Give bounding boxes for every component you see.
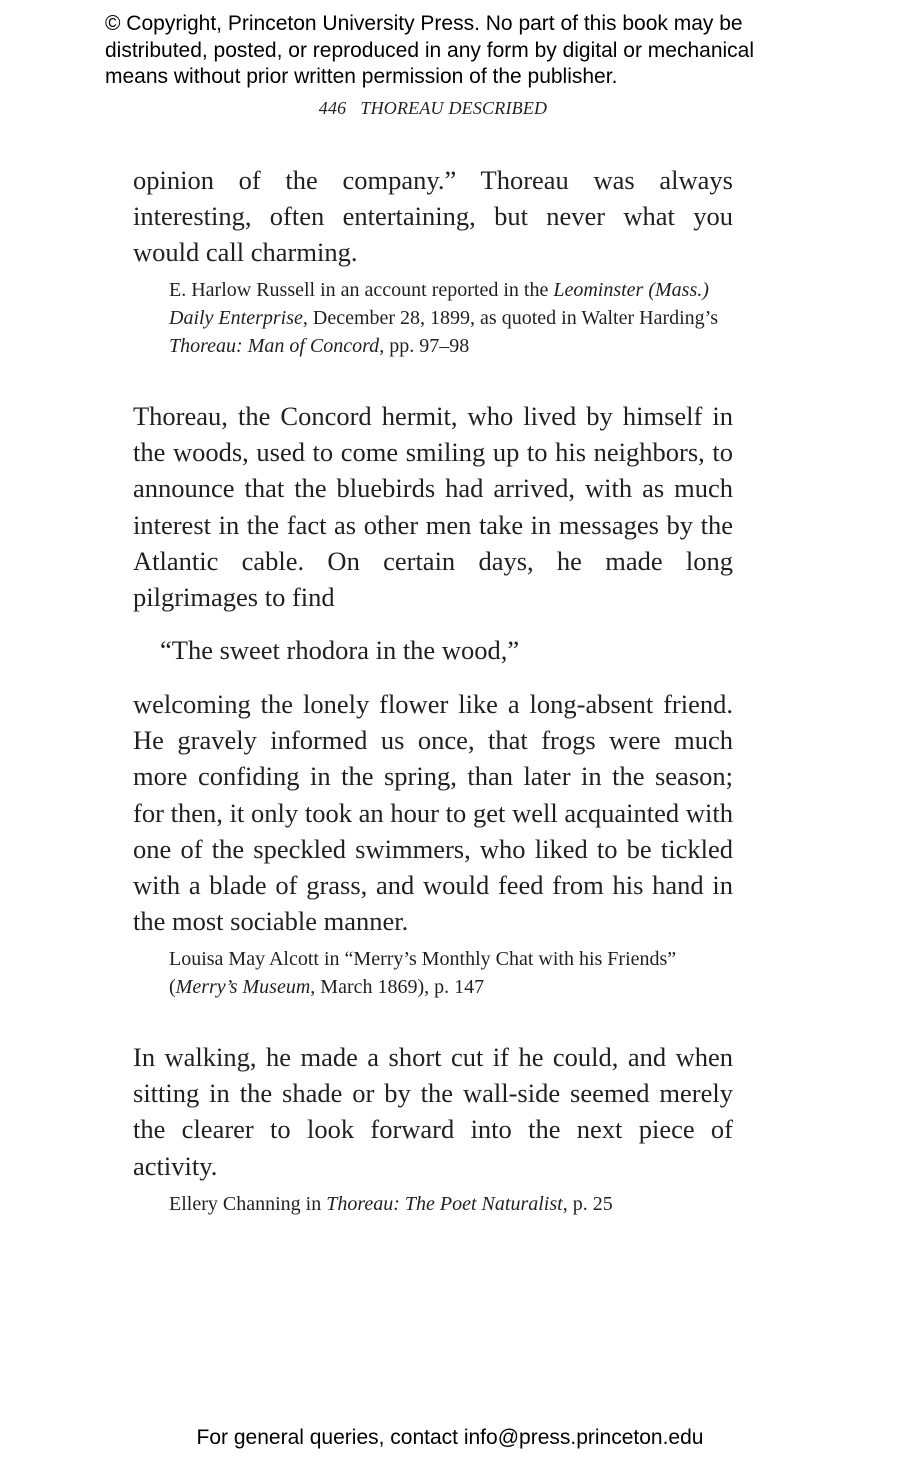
quote-text: Thoreau, the Concord hermit, who lived by himself in the woods, used to come smiling up to his neighbors, to announce that the bluebirds had arrived, with as much interest in the fact as other men take in messages by the Atlantic cable. On certain days, he made long pilgrimages to find — [133, 401, 733, 613]
running-head-title: THOREAU DESCRIBED — [360, 98, 548, 118]
page-number: 446 — [318, 98, 347, 118]
quote-text: welcoming the lonely flower like a long-absent friend. He gravely informed us once, that frogs were much more confiding in the spring, than later in the season; for then, it only took an hour to get well acquainted with one of the speckled swimmers, who liked to be tickled with a blade of grass, and would feed from his hand in the most sociable manner. — [133, 689, 733, 937]
copyright-line: means without prior written permission of the publisher. — [105, 65, 618, 88]
quote-citation: E. Harlow Russell in an account reported in the Leominster (Mass.) Daily Enterprise, December 28, 1899, as quoted in Walter Harding’s Thoreau: Man of Concord, pp. 97–98 — [169, 279, 719, 357]
quote-text: opinion of the company.” Thoreau was always interesting, often entertaining, but never what you would call charming. — [133, 165, 733, 268]
quote-citation: Louisa May Alcott in “Merry’s Monthly Chat with his Friends” (Merry’s Museum, March 1869), p. 147 — [169, 948, 677, 998]
copyright-notice — [105, 11, 865, 91]
running-head — [0, 98, 866, 119]
copyright-line: © Copyright, Princeton University Press. No part of this book may be — [105, 12, 743, 35]
quote-citation: Ellery Channing in Thoreau: The Poet Naturalist, p. 25 — [169, 1193, 613, 1215]
copyright-line: distributed, posted, or reproduced in any form by digital or mechanical — [105, 38, 755, 62]
footer-contact: For general queries, contact info@press.princeton.edu — [196, 1426, 704, 1449]
quote-text: In walking, he made a short cut if he could, and when sitting in the shade or by the wall-side seemed merely the clearer to look forward into the next piece of activity. — [133, 1042, 733, 1181]
poem-line: “The sweet rhodora in the wood,” — [160, 635, 520, 665]
